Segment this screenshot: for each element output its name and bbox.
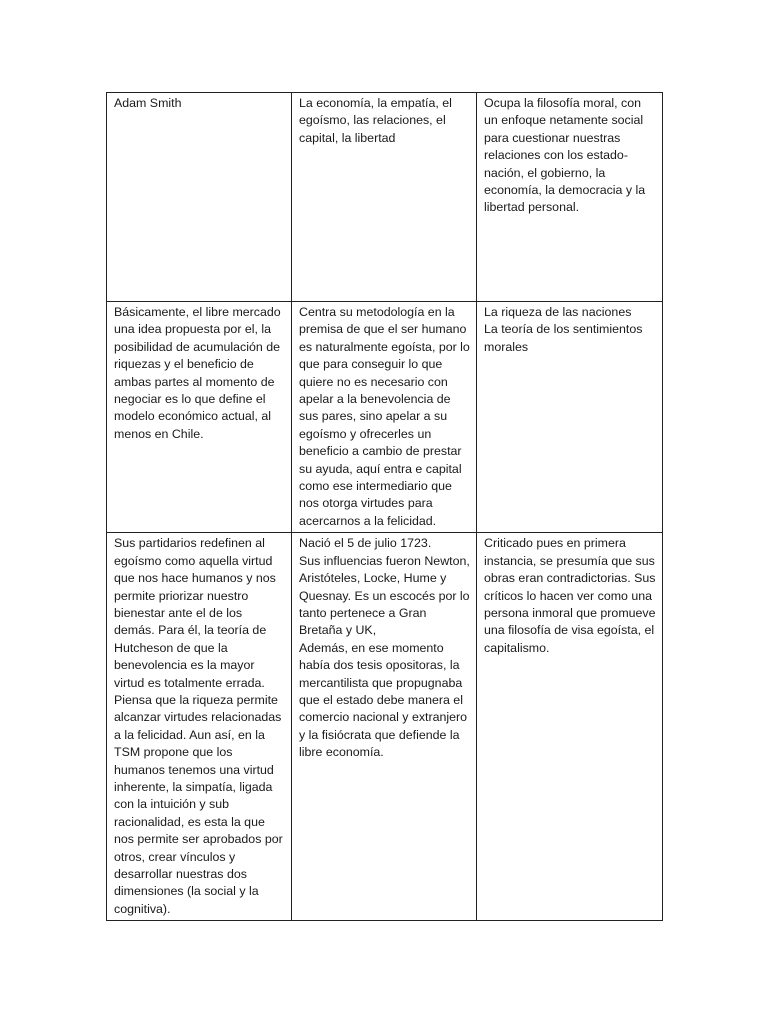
table-cell: Ocupa la filosofía moral, con un enfoque netamente social para cuestionar nuestras relaciones con los estado-nación, el gobierno, la economía, la democracia y la libertad personal.: [477, 93, 663, 302]
table-cell: Básicamente, el libre mercado una idea propuesta por el, la posibilidad de acumulación de riquezas y el beneficio de ambas partes al momento de negociar es lo que define el modelo económico actual, al menos en Chile.: [107, 302, 292, 533]
table-cell: Centra su metodología en la premisa de que el ser humano es naturalmente egoísta, por lo que para conseguir lo que quiere no es necesario con apelar a la benevolencia de sus pares, sino apelar a su egoísmo y ofrecerles un beneficio a cambio de prestar su ayuda, aquí entra e capital como ese intermediario que nos otorga virtudes para acercarnos a la felicidad.: [292, 302, 477, 533]
table-row: [107, 93, 663, 302]
table-cell: Sus partidarios redefinen al egoísmo como aquella virtud que nos hace humanos y nos permite priorizar nuestro bienestar ante el de los demás. Para él, la teoría de Hutcheson de que la benevolencia es la mayor virtud es totalmente errada. Piensa que la riqueza permite alcanzar virtudes relacionadas a la felicidad. Aun así, en la TSM propone que los humanos tenemos una virtud inherente, la simpatía, ligada con la intuición y sub racionalidad, es esta la que nos permite ser aprobados por otros, crear vínculos y desarrollar nuestras dos dimensiones (la social y la cognitiva).: [107, 533, 292, 921]
content-table: [106, 92, 663, 921]
table-cell: La riqueza de las naciones La teoría de los sentimientos morales: [477, 302, 663, 533]
table-row: [107, 302, 663, 533]
table-cell: La economía, la empatía, el egoísmo, las relaciones, el capital, la libertad: [292, 93, 477, 302]
table-cell: Criticado pues en primera instancia, se presumía que sus obras eran contradictorias. Sus críticos lo hacen ver como una persona inmoral que promueve una filosofía de visa egoísta, el capitalismo.: [477, 533, 663, 921]
table-row: [107, 533, 663, 921]
table-cell: Nació el 5 de julio 1723. Sus influencias fueron Newton, Aristóteles, Locke, Hume y Quesnay. Es un escocés por lo tanto pertenece a Gran Bretaña y UK, Además, en ese momento había dos tesis opositoras, la mercantilista que propugnaba que el estado debe manera el comercio nacional y extranjero y la fisiócrata que defiende la libre economía.: [292, 533, 477, 921]
table-cell: Adam Smith: [107, 93, 292, 302]
